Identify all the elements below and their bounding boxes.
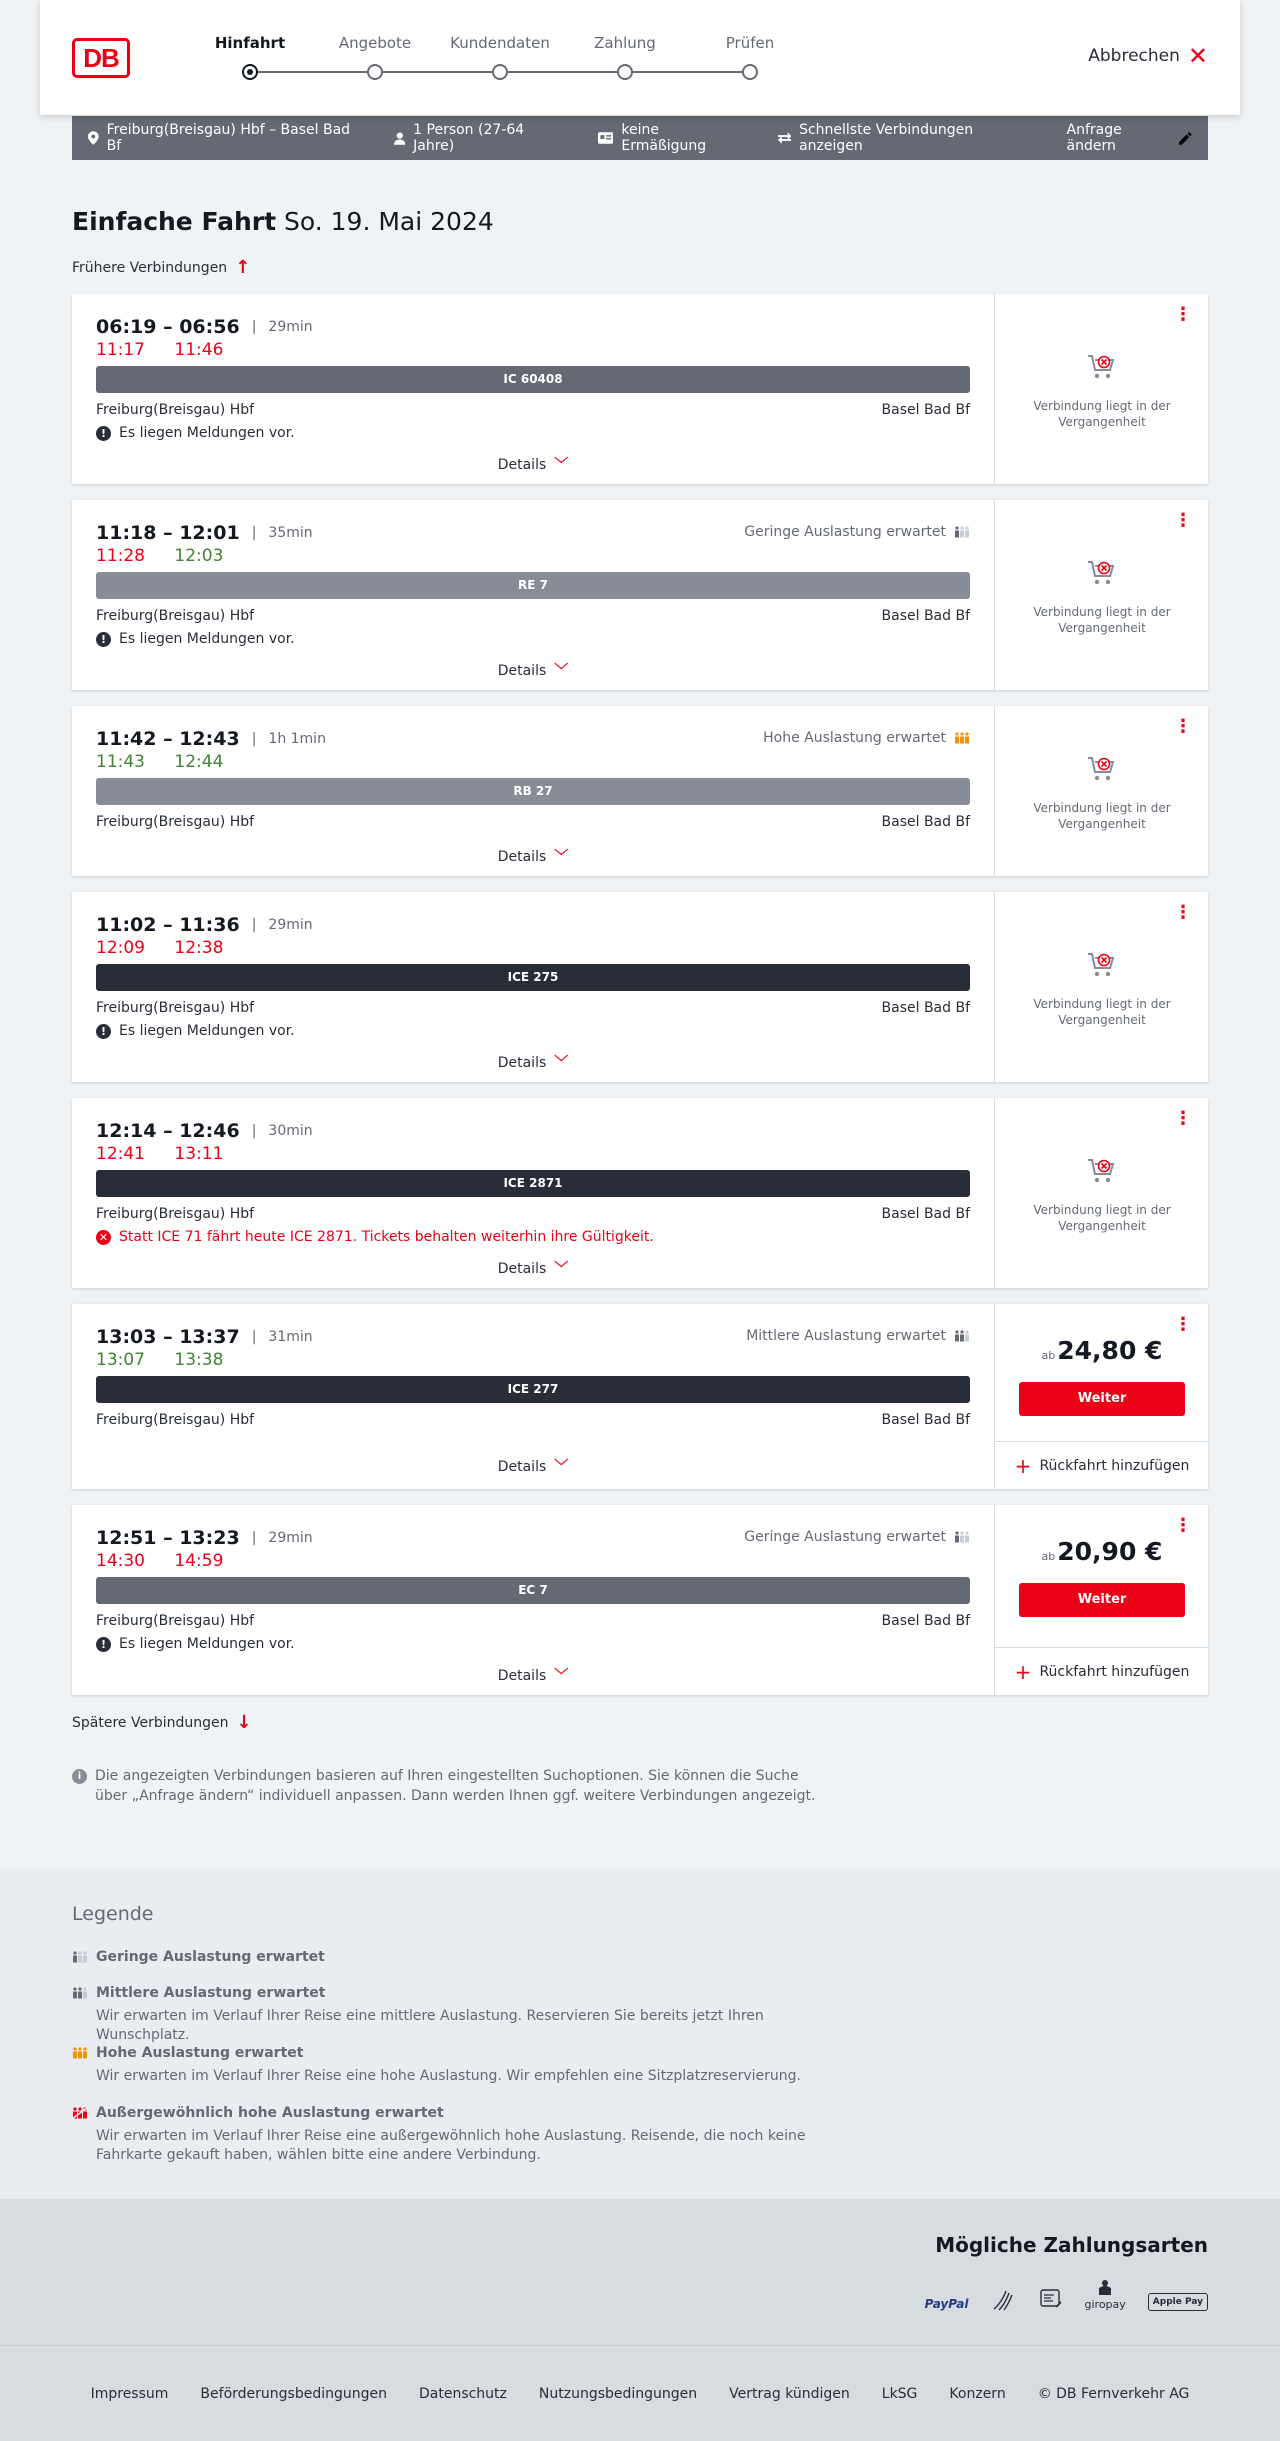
summary-route-text: Freiburg(Breisgau) Hbf – Basel Bad Bf: [106, 122, 351, 154]
legend-item-desc: Wir erwarten im Verlauf Ihrer Reise eine außergewöhnlich hohe Auslastung. Reisende, die noch keine Fahrkarte gekauft haben, wählen bitte eine andere Verbindung.: [96, 2128, 806, 2163]
more-options-icon[interactable]: ⋮: [1174, 1314, 1192, 1335]
alert-icon: !: [96, 1024, 111, 1039]
departure-station: Freiburg(Breisgau) Hbf: [96, 402, 255, 418]
train-bar[interactable]: RB 27: [96, 778, 970, 805]
chevron-down-icon: ﹀: [554, 849, 569, 865]
price: [995, 1537, 1209, 1566]
details-label: Details: [497, 663, 547, 679]
connection-card-2: [72, 706, 1208, 876]
notice-text: Es liegen Meldungen vor.: [119, 631, 295, 647]
occupancy-low-icon: [72, 1951, 88, 1963]
separator: |: [251, 319, 257, 335]
cancel-button[interactable]: [1088, 42, 1208, 70]
legend-item-label: Außergewöhnlich hohe Auslastung erwartet: [96, 2105, 444, 2121]
realtime-departure: 14:30: [96, 1551, 145, 1571]
connection-card-1: [72, 500, 1208, 690]
add-return-label: Rückfahrt hinzufügen: [1039, 1457, 1190, 1474]
details-label: Details: [497, 1668, 547, 1684]
occupancy-text: Geringe Auslastung erwartet: [744, 524, 946, 540]
page-title: [72, 207, 494, 236]
connection-times: [96, 728, 326, 750]
planned-times: 11:02 – 11:36: [96, 914, 240, 936]
occupancy-low-icon: [954, 1531, 970, 1543]
occupancy-medium-icon: [72, 1987, 88, 1999]
more-options-icon[interactable]: ⋮: [1174, 1515, 1192, 1536]
train-bar[interactable]: ICE 2871: [96, 1170, 970, 1197]
plus-icon: +: [1014, 1659, 1032, 1684]
past-connection: [995, 1158, 1209, 1234]
details-toggle[interactable]: [72, 846, 994, 866]
notice-text: Es liegen Meldungen vor.: [119, 1636, 295, 1652]
occupancy-text: Mittlere Auslastung erwartet: [746, 1328, 946, 1344]
continue-button[interactable]: Weiter: [1019, 1382, 1185, 1416]
step-label: Hinfahrt: [214, 34, 286, 52]
close-icon: ✕: [1187, 42, 1208, 70]
chevron-down-icon: ﹀: [554, 1668, 569, 1684]
footer-link-konzern[interactable]: Konzern: [949, 2385, 1006, 2402]
realtime-arrival: 13:38: [174, 1350, 224, 1370]
connection-offer: [994, 294, 1208, 484]
connection-main: [72, 1304, 994, 1489]
connection-main: [72, 294, 994, 484]
change-request-button[interactable]: [1067, 122, 1192, 154]
alert-icon: !: [96, 1637, 111, 1652]
connection-card-6: [72, 1505, 1208, 1695]
header: [40, 0, 1240, 115]
realtime-departure: 13:07: [96, 1350, 145, 1370]
planned-times: 11:42 – 12:43: [96, 728, 240, 750]
earlier-connections-link[interactable]: [72, 257, 250, 278]
details-toggle[interactable]: [72, 1456, 994, 1476]
alert-icon: !: [96, 426, 111, 441]
pencil-icon: [1179, 132, 1192, 145]
details-toggle[interactable]: [72, 1258, 994, 1278]
booking-stepper: [210, 34, 775, 84]
occupancy-medium-icon: [954, 1330, 970, 1342]
step-dot-icon: [242, 64, 258, 80]
details-toggle[interactable]: [72, 1665, 994, 1685]
past-connection-text: Verbindung liegt in der Vergangenheit: [1033, 605, 1171, 635]
step-dot-icon: [367, 64, 383, 80]
card-icon: [598, 132, 613, 144]
cart-unavailable-icon: [1087, 952, 1117, 980]
price-prefix: ab: [1041, 1349, 1056, 1362]
price-prefix: ab: [1041, 1550, 1056, 1563]
stations: [96, 1412, 970, 1428]
realtime-times: [96, 340, 247, 360]
realtime-arrival: 14:59: [174, 1551, 224, 1571]
past-connection: [995, 560, 1209, 636]
notice-text: Es liegen Meldungen vor.: [119, 1023, 295, 1039]
occupancy-very-high-icon: [72, 2107, 88, 2119]
search-summary-bar: [72, 116, 1208, 160]
connection-times: [96, 914, 313, 936]
step-label: Prüfen: [725, 34, 775, 52]
past-connection-text: Verbindung liegt in der Vergangenheit: [1033, 399, 1171, 429]
stations: [96, 402, 970, 418]
legend-item-very-high: [72, 2105, 852, 2165]
departure-station: Freiburg(Breisgau) Hbf: [96, 1613, 255, 1629]
realtime-times: [96, 752, 247, 772]
db-logo[interactable]: DB: [72, 38, 130, 78]
chevron-down-icon: ﹀: [554, 1055, 569, 1071]
connection-card-0: [72, 294, 1208, 484]
duration: 29min: [268, 917, 313, 933]
planned-times: 12:14 – 12:46: [96, 1120, 240, 1142]
planned-times: 13:03 – 13:37: [96, 1326, 240, 1348]
arrow-up-icon: ↑: [235, 257, 251, 278]
connection-main: [72, 1505, 994, 1695]
arrival-station: Basel Bad Bf: [881, 814, 970, 830]
legend-title: Legende: [72, 1903, 154, 1925]
occupancy-text: Hohe Auslastung erwartet: [763, 730, 946, 746]
search-info-hint: [72, 1766, 832, 1806]
paypal-logo: PayPal: [924, 2297, 969, 2311]
apple-pay-logo: Apple Pay: [1148, 2293, 1208, 2311]
occupancy-indicator[interactable]: [746, 1328, 970, 1344]
stations: [96, 1000, 970, 1016]
duration: 29min: [268, 1530, 313, 1546]
connection-main: [72, 1098, 994, 1288]
stations: [96, 814, 970, 830]
legend-item-title: [72, 2045, 852, 2061]
footer-link-befoerderungsbedingungen[interactable]: Beförderungsbedingungen: [200, 2385, 387, 2402]
cart-unavailable-icon: [1087, 756, 1117, 784]
duration: 1h 1min: [268, 731, 326, 747]
duration: 30min: [268, 1123, 313, 1139]
details-toggle[interactable]: [72, 1052, 994, 1072]
notice: [96, 1023, 295, 1039]
legend-item-desc: Wir erwarten im Verlauf Ihrer Reise eine hohe Auslastung. Wir empfehlen eine Sitzplatzreservierung.: [96, 2068, 801, 2084]
person-icon: [394, 132, 406, 145]
cart-unavailable-icon: [1087, 354, 1117, 382]
departure-station: Freiburg(Breisgau) Hbf: [96, 814, 255, 830]
connection-card-3: [72, 892, 1208, 1082]
train-bar[interactable]: IC 60408: [96, 366, 970, 393]
giropay-icon: [1097, 2279, 1113, 2295]
legend-item-low: [72, 1949, 852, 1965]
giropay-label: giropay: [1084, 2298, 1126, 2311]
details-label: Details: [497, 1459, 547, 1475]
add-return-button[interactable]: [995, 1441, 1209, 1489]
separator: |: [251, 731, 257, 747]
realtime-departure: 11:43: [96, 752, 145, 772]
separator: |: [251, 1530, 257, 1546]
realtime-departure: 11:17: [96, 340, 145, 360]
location-pin-icon: [88, 131, 99, 145]
notice: [96, 631, 295, 647]
cancel-label: Abbrechen: [1088, 46, 1180, 66]
arrival-station: Basel Bad Bf: [881, 1206, 970, 1222]
departure-station: Freiburg(Breisgau) Hbf: [96, 1206, 255, 1222]
connection-offer: [994, 1304, 1208, 1489]
footer-link-nutzungsbedingungen[interactable]: Nutzungsbedingungen: [538, 2385, 698, 2402]
earlier-connections-label: Frühere Verbindungen: [72, 259, 228, 276]
notice: [96, 1229, 654, 1245]
details-toggle[interactable]: [72, 660, 994, 680]
step-label: Zahlung: [594, 34, 656, 52]
legend-item-high: [72, 2045, 852, 2086]
details-label: Details: [497, 1055, 547, 1071]
summary-fastest-text: Schnellste Verbindungen anzeigen: [799, 122, 974, 154]
planned-times: 12:51 – 13:23: [96, 1527, 240, 1549]
error-icon: ✕: [96, 1230, 111, 1245]
realtime-departure: 12:41: [96, 1144, 145, 1164]
past-connection-text: Verbindung liegt in der Vergangenheit: [1033, 801, 1171, 831]
connection-times: [96, 1527, 313, 1549]
arrow-down-icon: ↓: [236, 1712, 252, 1733]
connection-offer: [994, 892, 1208, 1082]
separator: |: [251, 1123, 257, 1139]
departure-station: Freiburg(Breisgau) Hbf: [96, 608, 255, 624]
connection-times: [96, 1120, 313, 1142]
planned-times: 11:18 – 12:01: [96, 522, 240, 544]
train-bar[interactable]: ICE 277: [96, 1376, 970, 1403]
step-zahlung: [565, 34, 685, 80]
realtime-times: [96, 1551, 247, 1571]
more-options-icon[interactable]: ⋮: [1174, 304, 1192, 325]
connection-card-4: [72, 1098, 1208, 1288]
train-bar[interactable]: EC 7: [96, 1577, 970, 1604]
price-value: 24,80 €: [1057, 1336, 1163, 1365]
realtime-arrival: 12:44: [174, 752, 224, 772]
step-angebote: [315, 34, 435, 80]
chevron-down-icon: ﹀: [554, 457, 569, 473]
occupancy-indicator[interactable]: [763, 730, 970, 746]
legend-item-label: Mittlere Auslastung erwartet: [96, 1985, 326, 2001]
summary-discount: [598, 122, 744, 154]
swap-arrows-icon: [778, 132, 792, 144]
past-connection-text: Verbindung liegt in der Vergangenheit: [1033, 997, 1171, 1027]
connection-card-5: [72, 1304, 1208, 1489]
chevron-down-icon: ﹀: [554, 663, 569, 679]
stations: [96, 608, 970, 624]
notice: [96, 425, 295, 441]
travel-date: So. 19. Mai 2024: [284, 207, 494, 236]
planned-times: 06:19 – 06:56: [96, 316, 240, 338]
cart-unavailable-icon: [1087, 560, 1117, 588]
price-value: 20,90 €: [1057, 1537, 1163, 1566]
details-toggle[interactable]: [72, 454, 994, 474]
details-label: Details: [497, 1261, 547, 1277]
more-options-icon[interactable]: ⋮: [1174, 716, 1192, 737]
legend-item-label: Hohe Auslastung erwartet: [96, 2045, 304, 2061]
footer: [0, 2345, 1280, 2441]
connection-times: [96, 522, 313, 544]
connection-main: [72, 706, 994, 876]
connection-times: [96, 1326, 313, 1348]
connection-offer: [994, 1505, 1208, 1695]
info-icon: i: [72, 1769, 87, 1784]
legend-item-desc: Wir erwarten im Verlauf Ihrer Reise eine mittlere Auslastung. Reservieren Sie bereits jetzt Ihren Wunschplatz.: [96, 2008, 764, 2043]
payment-title: Mögliche Zahlungsarten: [935, 2233, 1208, 2257]
realtime-arrival: 12:03: [174, 546, 224, 566]
footer-link-datenschutz[interactable]: Datenschutz: [418, 2385, 507, 2402]
step-pruefen: [690, 34, 810, 80]
legend-item-medium: [72, 1985, 852, 2045]
connection-main: [72, 500, 994, 690]
footer-link-vertrag-kuendigen[interactable]: Vertrag kündigen: [729, 2385, 850, 2402]
payment-icons: [925, 2279, 1208, 2311]
chevron-down-icon: ﹀: [554, 1459, 569, 1475]
separator: |: [251, 525, 257, 541]
details-label: Details: [497, 457, 547, 473]
departure-station: Freiburg(Breisgau) Hbf: [96, 1000, 255, 1016]
occupancy-high-icon: [954, 732, 970, 744]
train-bar[interactable]: RE 7: [96, 572, 970, 599]
duration: 29min: [268, 319, 313, 335]
connection-offer: [994, 706, 1208, 876]
summary-discount-text: keine Ermäßigung: [621, 122, 707, 154]
step-label: Kundendaten: [450, 34, 550, 52]
price: [995, 1336, 1209, 1365]
arrival-station: Basel Bad Bf: [881, 1000, 970, 1016]
stations: [96, 1613, 970, 1629]
duration: 35min: [268, 525, 313, 541]
stations: [96, 1206, 970, 1222]
footer-copyright: © DB Fernverkehr AG: [1037, 2385, 1190, 2402]
chevron-down-icon: ﹀: [554, 1261, 569, 1277]
more-options-icon[interactable]: ⋮: [1174, 902, 1192, 923]
notice-text: Statt ICE 71 fährt heute ICE 2871. Tickets behalten weiterhin ihre Gültigkeit.: [119, 1229, 654, 1245]
past-connection: [995, 354, 1209, 430]
contactless-card-icon: [991, 2289, 1017, 2311]
legend-item-title: [72, 1949, 852, 1965]
realtime-departure: 12:09: [96, 938, 145, 958]
footer-link-impressum[interactable]: Impressum: [90, 2385, 169, 2402]
past-connection: [995, 952, 1209, 1028]
occupancy-text: Geringe Auslastung erwartet: [744, 1529, 946, 1545]
details-label: Details: [497, 849, 547, 865]
realtime-times: [96, 1144, 247, 1164]
legend-item-title: [72, 2105, 852, 2121]
realtime-times: [96, 546, 247, 566]
departure-station: Freiburg(Breisgau) Hbf: [96, 1412, 255, 1428]
connection-offer: [994, 1098, 1208, 1288]
later-connections-link[interactable]: [72, 1712, 252, 1733]
legend-item-label: Geringe Auslastung erwartet: [96, 1949, 325, 1965]
giropay-logo: [1085, 2279, 1126, 2311]
realtime-arrival: 12:38: [174, 938, 224, 958]
legend-item-title: [72, 1985, 852, 2001]
summary-route: [88, 122, 360, 154]
sepa-direct-debit-icon: [1039, 2287, 1063, 2311]
past-connection: [995, 756, 1209, 832]
separator: |: [251, 1329, 257, 1345]
trip-type: Einfache Fahrt: [72, 207, 277, 236]
add-return-button[interactable]: [995, 1647, 1209, 1695]
more-options-icon[interactable]: ⋮: [1174, 510, 1192, 531]
notice: [96, 1636, 295, 1652]
duration: 31min: [268, 1329, 313, 1345]
continue-button[interactable]: Weiter: [1019, 1583, 1185, 1617]
realtime-arrival: 13:11: [174, 1144, 224, 1164]
later-connections-label: Spätere Verbindungen: [72, 1714, 229, 1731]
realtime-times: [96, 1350, 247, 1370]
more-options-icon[interactable]: ⋮: [1174, 1108, 1192, 1129]
step-label: Angebote: [338, 34, 412, 52]
alert-icon: !: [96, 632, 111, 647]
summary-passengers: [394, 122, 564, 154]
past-connection-text: Verbindung liegt in der Vergangenheit: [1033, 1203, 1171, 1233]
step-dot-icon: [742, 64, 758, 80]
step-hinfahrt: [190, 34, 310, 80]
connection-main: [72, 892, 994, 1082]
realtime-departure: 11:28: [96, 546, 145, 566]
legend-section: [0, 1869, 1280, 2199]
step-dot-icon: [492, 64, 508, 80]
add-return-label: Rückfahrt hinzufügen: [1039, 1663, 1190, 1680]
plus-icon: +: [1014, 1453, 1032, 1478]
step-kundendaten: [440, 34, 560, 80]
occupancy-low-icon: [954, 526, 970, 538]
occupancy-indicator[interactable]: [744, 524, 970, 540]
summary-passengers-text: 1 Person (27-64 Jahre): [413, 122, 525, 154]
occupancy-indicator[interactable]: [744, 1529, 970, 1545]
realtime-arrival: 11:46: [174, 340, 224, 360]
cart-unavailable-icon: [1087, 1158, 1117, 1186]
summary-fastest: [778, 122, 1033, 154]
occupancy-high-icon: [72, 2047, 88, 2059]
footer-link-lksg[interactable]: LkSG: [881, 2385, 918, 2402]
connection-offer: [994, 500, 1208, 690]
separator: |: [251, 917, 257, 933]
train-bar[interactable]: ICE 275: [96, 964, 970, 991]
arrival-station: Basel Bad Bf: [881, 1613, 970, 1629]
step-dot-icon: [617, 64, 633, 80]
realtime-times: [96, 938, 247, 958]
change-request-label: Anfrage ändern: [1066, 122, 1122, 154]
payment-methods-section: [0, 2199, 1280, 2345]
connection-times: [96, 316, 313, 338]
arrival-station: Basel Bad Bf: [881, 402, 970, 418]
notice-text: Es liegen Meldungen vor.: [119, 425, 295, 441]
arrival-station: Basel Bad Bf: [881, 1412, 970, 1428]
search-info-text: Die angezeigten Verbindungen basieren auf Ihren eingestellten Suchoptionen. Sie können die Suche über „Anfrage ändern“ individuell anpassen. Dann werden Ihnen ggf. weitere Verbindungen angezeigt.: [95, 1768, 816, 1804]
arrival-station: Basel Bad Bf: [881, 608, 970, 624]
